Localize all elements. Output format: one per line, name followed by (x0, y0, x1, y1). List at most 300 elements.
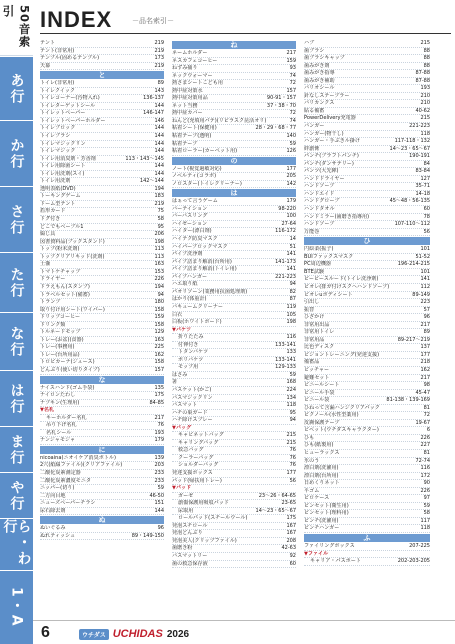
index-row[interactable] (304, 138, 430, 146)
index-row[interactable] (172, 432, 296, 440)
index-row[interactable] (304, 168, 430, 176)
index-row[interactable] (172, 251, 296, 259)
item-page: 190-191 (409, 153, 430, 160)
item-page: 157 (286, 87, 296, 94)
index-row[interactable] (40, 359, 164, 367)
item-name: ハイゼーション (172, 220, 208, 227)
item-name: 二酸化炭素測定器 (40, 469, 81, 476)
index-row[interactable] (40, 80, 164, 88)
item-name: ねんど(充填用パテ)(リピラスク昆活オリ) (172, 117, 267, 124)
index-row[interactable] (172, 173, 296, 181)
index-row[interactable] (172, 266, 296, 274)
index-row[interactable] (304, 473, 430, 481)
item-page: 226 (420, 487, 430, 494)
index-row[interactable] (40, 186, 164, 194)
item-page: 56 (289, 477, 296, 484)
index-row[interactable] (304, 352, 430, 360)
index-row[interactable] (172, 141, 296, 149)
index-row[interactable] (172, 561, 296, 569)
index-row[interactable] (172, 65, 296, 73)
index-row[interactable] (40, 261, 164, 269)
item-name: キャリア・パスポート (310, 558, 361, 565)
item-page: 101 (420, 268, 430, 275)
index-row[interactable] (40, 55, 164, 63)
index-row[interactable] (40, 163, 164, 171)
index-row[interactable] (40, 422, 164, 430)
index-row[interactable] (304, 450, 430, 458)
index-row[interactable] (40, 216, 164, 224)
item-page: 217 (420, 321, 430, 328)
item-page: 95 (289, 409, 296, 416)
index-row[interactable] (40, 141, 164, 149)
index-row[interactable] (304, 146, 430, 154)
item-name: 振替 (304, 306, 315, 313)
index-row[interactable] (304, 131, 430, 139)
index-row[interactable] (304, 214, 430, 222)
index-row[interactable] (304, 412, 430, 420)
item-name: ニッパー(切り) (40, 485, 75, 492)
index-row[interactable] (172, 213, 296, 221)
index-row[interactable] (172, 530, 296, 538)
index-row[interactable] (304, 543, 430, 551)
index-row[interactable] (40, 201, 164, 209)
item-page: 119 (286, 303, 296, 310)
sidebar-tab-4[interactable] (0, 312, 33, 370)
item-page: 183 (154, 193, 164, 200)
item-name: 万能巻 (304, 228, 320, 235)
item-page: 60 (423, 206, 430, 213)
item-name: トラベルセット(備蓄) (40, 291, 90, 298)
item-page: 139 (154, 454, 164, 461)
item-page: 126 (286, 148, 296, 155)
item-name: バキュームクリーナー (172, 303, 223, 310)
item-name: テンプル(固めるテンプル) (40, 55, 100, 62)
index-row[interactable] (40, 500, 164, 508)
index-row[interactable] (304, 191, 430, 199)
index-row[interactable] (304, 337, 430, 345)
index-row[interactable] (40, 455, 164, 463)
index-row[interactable] (40, 208, 164, 216)
index-row[interactable] (172, 508, 296, 516)
item-page: 81 (423, 404, 430, 411)
index-row[interactable] (172, 228, 296, 236)
sidebar-tab-1[interactable] (0, 120, 33, 186)
index-row[interactable] (172, 274, 296, 282)
index-row[interactable] (172, 349, 296, 357)
index-row[interactable] (40, 314, 164, 322)
item-page: 72 (289, 80, 296, 87)
index-row[interactable] (304, 427, 430, 435)
index-row[interactable] (304, 458, 430, 466)
index-row[interactable] (304, 390, 430, 398)
index-row[interactable] (304, 510, 430, 518)
item-page: 157 (154, 366, 164, 373)
index-row[interactable] (40, 63, 164, 71)
index-row[interactable] (172, 221, 296, 229)
index-row[interactable] (172, 470, 296, 478)
index-row[interactable] (304, 558, 430, 566)
section-header: な (40, 376, 164, 384)
item-page: 74 (289, 72, 296, 79)
index-row[interactable] (304, 299, 430, 307)
index-row[interactable] (304, 221, 430, 229)
index-row[interactable] (172, 372, 296, 380)
index-row[interactable] (40, 103, 164, 111)
index-row[interactable] (172, 206, 296, 214)
item-name: 取り付け用シート(ワイパー) (40, 306, 105, 313)
item-name: ビニール手袋 (304, 389, 335, 396)
index-row[interactable] (172, 80, 296, 88)
index-row[interactable] (40, 178, 164, 186)
index-row[interactable] (172, 387, 296, 395)
index-row[interactable] (172, 95, 296, 103)
index-row[interactable] (304, 503, 430, 511)
index-row[interactable] (40, 470, 164, 478)
index-row[interactable] (304, 375, 430, 383)
item-page: 14〜23・65〜67 (255, 507, 296, 514)
page-title: INDEX (40, 7, 113, 32)
index-row[interactable] (304, 442, 430, 450)
item-page: 221-223 (409, 123, 430, 130)
index-row[interactable] (304, 465, 430, 473)
index-row[interactable] (172, 181, 296, 189)
index-row[interactable] (172, 166, 296, 174)
index-row[interactable] (304, 322, 430, 330)
item-page: 203 (154, 462, 164, 469)
item-name: ドライヤー (40, 276, 66, 283)
index-row[interactable] (172, 545, 296, 553)
index-row[interactable] (304, 488, 430, 496)
item-page: 59 (289, 371, 296, 378)
index-row[interactable] (172, 198, 296, 206)
index-row[interactable] (304, 269, 430, 277)
item-name: ナンジャモジャ (40, 437, 76, 444)
index-row[interactable] (40, 322, 164, 330)
index-row[interactable] (172, 395, 296, 403)
item-name: BTE試験 (304, 268, 325, 275)
index-row[interactable] (40, 239, 164, 247)
index-row[interactable] (304, 108, 430, 116)
index-row[interactable] (172, 447, 296, 455)
index-row[interactable] (40, 392, 164, 400)
index-row[interactable] (172, 440, 296, 448)
index-row[interactable] (172, 133, 296, 141)
index-row[interactable] (304, 254, 430, 262)
item-name: ネームホルダー (172, 50, 208, 56)
item-page: 144 (154, 125, 164, 132)
index-row[interactable] (40, 508, 164, 516)
index-row[interactable] (172, 312, 296, 320)
item-page: 137 (420, 344, 430, 351)
index-row[interactable] (304, 344, 430, 352)
index-row[interactable] (304, 307, 430, 315)
item-name: クーラーバッグ (178, 454, 214, 461)
item-page: 162 (420, 366, 430, 373)
item-name: トレー(お盆)(食器) (40, 336, 84, 343)
index-row[interactable] (304, 525, 430, 533)
item-name: トイレクイック (40, 87, 75, 94)
index-row[interactable] (40, 344, 164, 352)
index-row[interactable] (304, 55, 430, 63)
index-row[interactable] (304, 382, 430, 390)
item-page: 144 (154, 133, 164, 140)
item-page: 59 (289, 140, 296, 147)
index-row[interactable] (40, 385, 164, 393)
index-row[interactable] (40, 284, 164, 292)
item-name: ポリバケツ (178, 356, 204, 363)
item-page: 60 (289, 560, 296, 567)
index-row[interactable] (40, 276, 164, 284)
index-row[interactable] (304, 63, 430, 71)
index-row[interactable] (172, 125, 296, 133)
index-row[interactable] (172, 236, 296, 244)
sidebar-tab-6[interactable] (0, 426, 33, 472)
index-group (172, 485, 296, 493)
index-row[interactable] (172, 103, 296, 111)
index-row[interactable] (40, 171, 164, 179)
index-row[interactable] (40, 337, 164, 345)
item-name: 白板(ホワイトボード) (172, 319, 222, 326)
index-row[interactable] (40, 485, 164, 493)
index-row[interactable] (40, 133, 164, 141)
item-page: 158 (154, 359, 164, 366)
index-row[interactable] (172, 319, 296, 327)
sidebar-tab-8[interactable] (0, 518, 33, 570)
item-name: はかり(体重計) (172, 296, 207, 303)
item-page: 177 (420, 351, 430, 358)
section-header: ひ (304, 237, 430, 245)
item-name: ピオレ(排ガ付けスクヘハンドソープ) (304, 283, 390, 290)
index-row[interactable] (40, 462, 164, 470)
index-row[interactable] (40, 254, 164, 262)
item-name: ビジョントレーニング(発達支援) (304, 351, 380, 358)
index-row[interactable] (172, 88, 296, 96)
item-page: 113・143〜145 (125, 155, 164, 162)
index-row[interactable] (40, 493, 164, 501)
index-row[interactable] (304, 100, 430, 108)
index-row[interactable] (304, 153, 430, 161)
index-row[interactable] (304, 329, 430, 337)
index-row[interactable] (304, 284, 430, 292)
index-row[interactable] (40, 430, 164, 438)
index-row[interactable] (304, 435, 430, 443)
index-row[interactable] (172, 304, 296, 312)
sidebar-tab-7[interactable] (0, 472, 33, 518)
item-page: 144 (154, 140, 164, 147)
index-row[interactable] (172, 73, 296, 81)
index-row[interactable] (40, 95, 164, 103)
index-row[interactable] (172, 379, 296, 387)
index-row[interactable] (40, 367, 164, 375)
index-row[interactable] (172, 402, 296, 410)
item-page: 127 (420, 175, 430, 182)
item-page: 144 (154, 102, 164, 109)
sidebar-tab-9[interactable] (0, 570, 33, 644)
index-row[interactable] (304, 276, 430, 284)
item-name: パイプ詰まり解消(トイレ用) (172, 266, 237, 273)
index-row[interactable] (40, 125, 164, 133)
index-row[interactable] (40, 478, 164, 486)
item-page: 215 (286, 432, 296, 439)
item-name: ノロスター(トイレクリーナー) (172, 180, 242, 187)
index-row[interactable] (172, 410, 296, 418)
item-name: 皮膚保護テープ (304, 419, 340, 426)
item-name: PC周辺機器 (304, 261, 332, 268)
item-page: 45〜48・56-135 (389, 198, 430, 205)
index-row[interactable] (40, 193, 164, 201)
index-row[interactable] (172, 342, 296, 350)
index-row[interactable] (172, 493, 296, 501)
index-row[interactable] (40, 118, 164, 126)
index-row[interactable] (172, 357, 296, 365)
item-page: 144 (154, 163, 164, 170)
index-row[interactable] (304, 70, 430, 78)
index-row[interactable] (40, 299, 164, 307)
index-row[interactable] (40, 525, 164, 533)
index-row[interactable] (40, 148, 164, 156)
index-row[interactable] (172, 244, 296, 252)
index-row[interactable] (304, 518, 430, 526)
index-row[interactable] (172, 515, 296, 523)
index-row[interactable] (40, 533, 164, 541)
index-row[interactable] (304, 367, 430, 375)
index-row[interactable] (304, 78, 430, 86)
index-row[interactable] (40, 400, 164, 408)
index-row[interactable] (304, 206, 430, 214)
item-page: 94 (289, 281, 296, 288)
index-row[interactable] (40, 156, 164, 164)
item-page: 75 (157, 208, 164, 215)
index-row[interactable] (304, 123, 430, 131)
index-row[interactable] (172, 538, 296, 546)
item-name: トイレブロック (40, 125, 76, 132)
index-row[interactable] (304, 405, 430, 413)
item-page: 144 (154, 148, 164, 155)
index-row[interactable] (304, 314, 430, 322)
index-row[interactable] (40, 352, 164, 360)
index-row[interactable] (304, 359, 430, 367)
item-name: 綴じ具 (40, 231, 56, 238)
index-row[interactable] (172, 523, 296, 531)
item-page: 196-214-215 (397, 261, 430, 268)
item-name: ドリンク類 (40, 321, 66, 328)
index-row[interactable] (304, 397, 430, 405)
item-name: キャリングバッグ (178, 439, 219, 446)
item-name: ナプキン(生理用) (40, 399, 80, 406)
index-row[interactable] (304, 495, 430, 503)
index-row[interactable] (40, 231, 164, 239)
index-row[interactable] (172, 289, 296, 297)
item-name: 熱中症対策水 (172, 87, 203, 94)
item-name: 救急バッグ (178, 447, 204, 454)
item-page: 179 (154, 437, 164, 444)
index-row[interactable] (40, 246, 164, 254)
index-row[interactable] (40, 269, 164, 277)
index-row[interactable] (172, 455, 296, 463)
index-row[interactable] (304, 48, 430, 56)
item-name: トレー(事務用) (40, 344, 75, 351)
index-row[interactable] (304, 480, 430, 488)
item-name: 名札シール (46, 429, 72, 436)
index-row[interactable] (40, 224, 164, 232)
item-page: 96 (157, 525, 164, 532)
index-row[interactable] (304, 261, 430, 269)
index-row[interactable] (172, 281, 296, 289)
index-row[interactable] (40, 40, 164, 48)
index-row[interactable] (304, 229, 430, 237)
index-row[interactable] (172, 110, 296, 118)
index-row[interactable] (40, 48, 164, 56)
index-row[interactable] (40, 307, 164, 315)
index-row[interactable] (40, 88, 164, 96)
item-name: トイレマジック (40, 148, 76, 155)
index-row[interactable] (172, 334, 296, 342)
index-row[interactable] (40, 415, 164, 423)
item-name: テント (40, 40, 56, 46)
index-row[interactable] (172, 462, 296, 470)
item-name: 尿石除去剤 (40, 507, 66, 514)
item-name: トーキングゲーム (40, 193, 81, 200)
sidebar-tab-3[interactable] (0, 252, 33, 312)
item-name: ノベルティ(コラボ) (172, 173, 217, 180)
sidebar-tab-0[interactable] (0, 56, 33, 120)
item-page: 198 (154, 238, 164, 245)
item-name: 歯みがき剤 (304, 62, 330, 69)
index-row[interactable] (304, 183, 430, 191)
index-row[interactable] (40, 329, 164, 337)
item-name: ビニール袋 (304, 397, 330, 404)
index-group (172, 425, 296, 433)
index-row[interactable] (304, 115, 430, 123)
index-row[interactable] (172, 364, 296, 372)
index-row[interactable] (304, 161, 430, 169)
item-page: 219 (154, 47, 164, 54)
index-row[interactable] (304, 40, 430, 48)
index-row[interactable] (304, 420, 430, 428)
index-row[interactable] (40, 437, 164, 445)
index-row[interactable] (40, 110, 164, 118)
index-row[interactable] (172, 478, 296, 486)
index-row[interactable] (304, 85, 430, 93)
index-row[interactable] (172, 259, 296, 267)
index-row[interactable] (172, 553, 296, 561)
index-row[interactable] (172, 50, 296, 58)
item-page: 90 (423, 480, 430, 487)
index-row[interactable] (40, 292, 164, 300)
index-row[interactable] (172, 118, 296, 126)
index-row[interactable] (304, 176, 430, 184)
index-row[interactable] (172, 417, 296, 425)
item-name: ひざかけ (304, 314, 325, 321)
item-name: どんぶり(使い切りタイプ) (40, 366, 100, 373)
item-name: ハチ除けスプレー (172, 417, 213, 424)
item-name: 絆創膏 (304, 145, 320, 152)
item-page: 98 (423, 382, 430, 389)
index-row[interactable] (304, 246, 430, 254)
item-page: 83-84 (415, 168, 430, 175)
index-row[interactable] (172, 296, 296, 304)
sidebar-tab-5[interactable] (0, 370, 33, 426)
index-row[interactable] (172, 58, 296, 66)
index-row[interactable] (172, 500, 296, 508)
sidebar-tab-2[interactable] (0, 186, 33, 252)
index-row[interactable] (172, 148, 296, 156)
index-group (40, 407, 164, 415)
index-row[interactable] (304, 198, 430, 206)
item-page: 233 (154, 477, 164, 484)
index-row[interactable] (304, 292, 430, 300)
index-row[interactable] (304, 93, 430, 101)
